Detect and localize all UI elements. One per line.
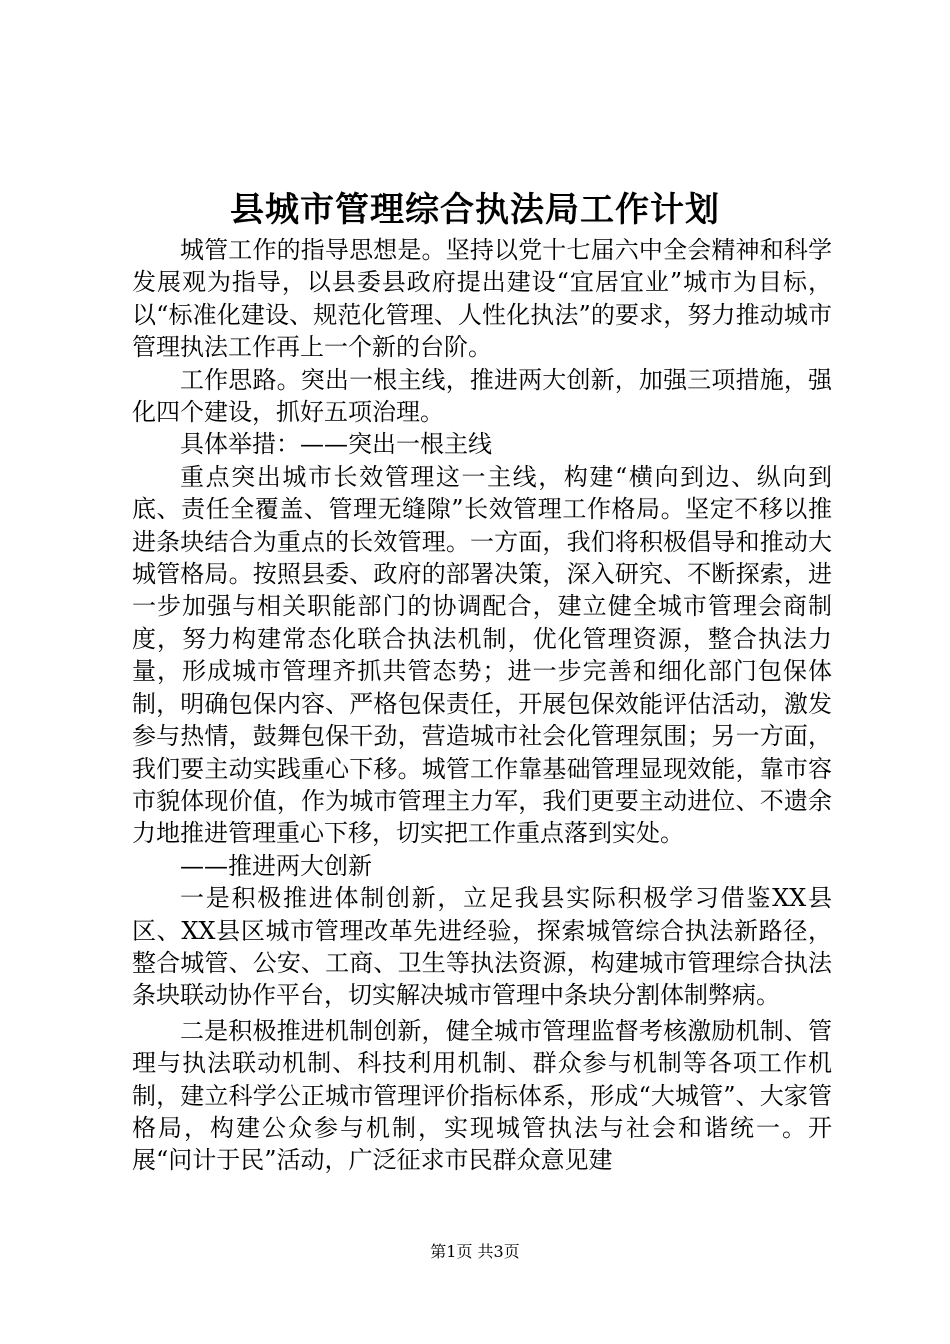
paragraph-system-innovation: 一是积极推进体制创新，立足我县实际积极学习借鉴XX县区、XX县区城市管理改革先进经验，探索城管综合执法新路径，整合城管、公安、工商、卫生等执法资源，构建城市管理综合执法条块联动协作平台，切实解决城市管理中条块分割体制弊病。 (132, 884, 832, 1010)
paragraph-work-approach: 工作思路。突出一根主线，推进两大创新，加强三项措施，强化四个建设，抓好五项治理。 (132, 365, 832, 427)
paragraph-mechanism-innovation: 二是积极推进机制创新，健全城市管理监督考核激励机制、管理与执法联动机制、科技利用机制、群众参与机制等各项工作机制，建立科学公正城市管理评价指标体系，形成“大城管”、大家管格局，构建公众参与机制，实现城管执法与社会和谐统一。开展“问计于民”活动，广泛征求市民群众意见建 (132, 1016, 832, 1175)
page-number-footer: 第1页 共3页 (430, 1242, 520, 1261)
document-body (132, 234, 832, 1177)
paragraph-guiding-ideology: 城管工作的指导思想是。坚持以党十七届六中全会精神和科学发展观为指导，以县委县政府提出建设“宜居宜业”城市为目标，以“标准化建设、规范化管理、人性化执法”的要求，努力推动城市管理执法工作再上一个新的台阶。 (132, 236, 832, 362)
paragraph-innovation-heading: ——推进两大创新 (180, 851, 372, 880)
paragraph-measures-heading: 具体举措：——突出一根主线 (180, 430, 492, 459)
paragraph-main-line: 重点突出城市长效管理这一主线，构建“横向到边、纵向到底、责任全覆盖、管理无缝隙”长效管理工作格局。坚定不移以推进条块结合为重点的长效管理。一方面，我们将积极倡导和推动大城管格局。按照县委、政府的部署决策，深入研究、不断探索，进一步加强与相关职能部门的协调配合，建立健全城市管理会商制度，努力构建常态化联合执法机制，优化管理资源，整合执法力量，形成城市管理齐抓共管态势；进一步完善和细化部门包保体制，明确包保内容、严格包保责任，开展包保效能评估活动，激发参与热情，鼓舞包保干劲，营造城市社会化管理氛围；另一方面，我们要主动实践重心下移。城管工作靠基础管理显现效能，靠市容市貌体现价值，作为城市管理主力军，我们更要主动进位、不遗余力地推进管理重心下移，切实把工作重点落到实处。 (132, 462, 832, 848)
document-title: 县城市管理综合执法局工作计划 (230, 190, 720, 230)
